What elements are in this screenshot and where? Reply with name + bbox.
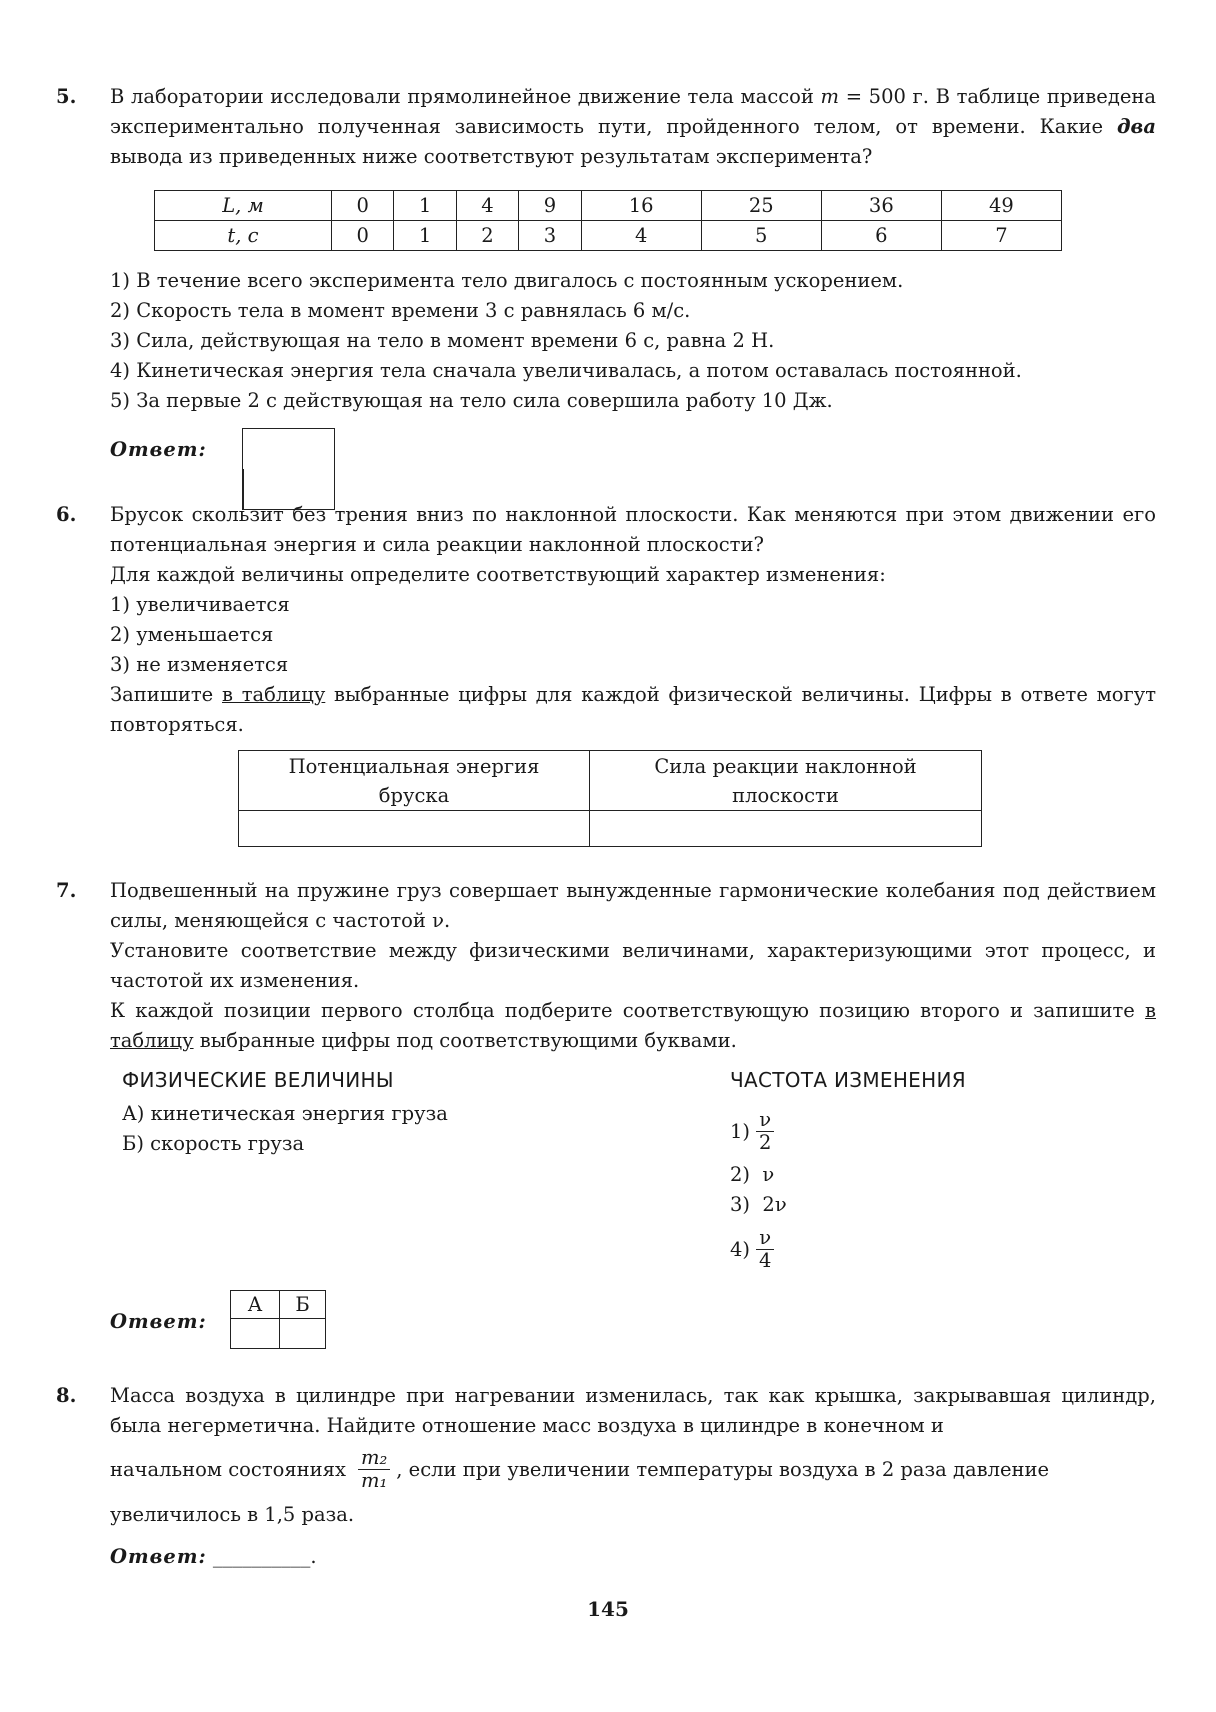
question-text: Подвешенный на пружине груз совершает вынужденные гармонические колебания под действием силы, меняющейся с частотой ν. <box>110 879 1156 932</box>
question-text: Масса воздуха в цилиндре при нагревании изменилась, так как крышка, закрывавшая цилиндр, была негерметична. Найдите отношение масс воздуха в цилиндре в конечном и <box>110 1384 1156 1437</box>
answer-label: Ответ: <box>110 1545 207 1568</box>
question-number: 7. <box>56 879 77 902</box>
question-7 <box>56 876 1156 1056</box>
question-text-line2: начальном состояниях $\frac{\text{m₂}}{\text{m₁}}$ , если при увеличении температуры воздуха в 2 раза давление <box>110 1446 1050 1492</box>
answer-cell-b[interactable] <box>280 1319 326 1349</box>
right-item-4: 4) $\frac{\nu}{4}$ <box>730 1220 787 1278</box>
question-6 <box>56 500 1156 740</box>
write-instruction: Запишите в таблицу выбранные цифры для каждой физической величины. Цифры в ответе могут повторяться. <box>110 683 1157 736</box>
option-item: 4) Кинетическая энергия тела сначала увеличивалась, а потом оставалась постоянной. <box>110 359 1022 382</box>
question-number: 5. <box>56 85 77 108</box>
question-text: Брусок скользит без трения вниз по наклонной плоскости. Как меняются при этом движении его потенциальная энергия и сила реакции наклонной плоскости? <box>110 503 1156 556</box>
data-table <box>154 190 1062 251</box>
table-cell: 1 <box>394 221 456 251</box>
answer-blank[interactable]: __________. <box>212 1545 317 1568</box>
column-a: А <box>231 1291 280 1319</box>
answer-cell-a[interactable] <box>231 1319 280 1349</box>
column-header-reaction-force: Сила реакции наклонной плоскости <box>590 751 982 811</box>
mass-ratio-fraction: $\frac{\text{m₂}}{\text{m₁}}$ <box>358 1447 390 1492</box>
table-cell: 7 <box>941 221 1061 251</box>
option-item: 5) За первые 2 с действующая на тело сила совершила работу 10 Дж. <box>110 389 833 412</box>
answer-cell-2[interactable] <box>590 811 982 847</box>
table-cell: 36 <box>821 191 941 221</box>
table-cell: 4 <box>581 221 701 251</box>
question-text: В лаборатории исследовали прямолинейное движение тела массой m = 500 г. В таблице приведена экспериментально полученная зависимость пути, пройденного телом, от времени. Какие два вывода из приведенных ниже соответствуют результатам эксперимента? <box>110 85 1156 168</box>
question-text-line3: увеличилось в 1,5 раза. <box>110 1503 355 1526</box>
answer-line-8 <box>110 1542 1156 1572</box>
emphasis-two: два <box>1117 115 1156 138</box>
option-item: 3) Сила, действующая на тело в момент времени 6 с, равна 2 Н. <box>110 329 775 352</box>
option-item: 3) не изменяется <box>110 653 289 676</box>
question-8 <box>56 1381 1156 1572</box>
right-column-items <box>730 1102 787 1278</box>
question-5-options <box>56 266 1156 416</box>
answer-box[interactable] <box>242 428 335 510</box>
row-header-t: t, с <box>155 221 332 251</box>
question-5 <box>56 82 1156 172</box>
option-item: 2) Скорость тела в момент времени 3 с равнялась 6 м/с. <box>110 299 691 322</box>
option-item: 1) увеличивается <box>110 593 290 616</box>
fraction: $\frac{\nu}{4}$ <box>756 1227 774 1272</box>
left-column-header: ФИЗИЧЕСКИЕ ВЕЛИЧИНЫ <box>122 1068 394 1092</box>
answer-label: Ответ: <box>110 1310 207 1333</box>
instruction-text: Для каждой величины определите соответствующий характер изменения: <box>110 563 886 586</box>
table-cell: 25 <box>701 191 821 221</box>
table-cell: 49 <box>941 191 1061 221</box>
mass-variable: m <box>820 85 840 108</box>
right-item-2: 2) ν <box>730 1163 775 1186</box>
right-column-header: ЧАСТОТА ИЗМЕНЕНИЯ <box>730 1068 966 1092</box>
table-cell: 1 <box>394 191 456 221</box>
option-item: 1) В течение всего эксперимента тело двигалось с постоянным ускорением. <box>110 269 904 292</box>
table-cell: 16 <box>581 191 701 221</box>
table-cell: 2 <box>456 221 518 251</box>
page-number: 145 <box>587 1597 629 1621</box>
table-cell: 0 <box>332 221 394 251</box>
left-column-items <box>122 1099 448 1159</box>
right-item-3: 3) 2ν <box>730 1193 787 1216</box>
answer-table-7 <box>230 1290 326 1349</box>
question-number: 8. <box>56 1384 77 1407</box>
table-cell: 0 <box>332 191 394 221</box>
answer-label: Ответ: <box>110 438 207 461</box>
answer-cell-1[interactable] <box>243 429 333 469</box>
left-item-b: Б) скорость груза <box>122 1132 305 1155</box>
fraction: $\frac{\nu}{2}$ <box>756 1109 774 1154</box>
question-text-2: Установите соответствие между физическими величинами, характеризующими этот процесс, и частотой их изменения. <box>110 939 1156 992</box>
answer-table-6 <box>238 750 982 847</box>
column-b: Б <box>280 1291 326 1319</box>
table-cell: 5 <box>701 221 821 251</box>
table-cell: 9 <box>519 191 581 221</box>
answer-cell-1[interactable] <box>239 811 590 847</box>
column-header-potential-energy: Потенциальная энергия бруска <box>239 751 590 811</box>
table-cell: 6 <box>821 221 941 251</box>
table-cell: 3 <box>519 221 581 251</box>
table-cell: 4 <box>456 191 518 221</box>
left-item-a: А) кинетическая энергия груза <box>122 1102 448 1125</box>
question-number: 6. <box>56 503 77 526</box>
row-header-L: L, м <box>155 191 332 221</box>
question-text-3: К каждой позиции первого столбца подберите соответствующую позицию второго и запишите в таблицу выбранные цифры под соответствующими буквами. <box>110 999 1156 1052</box>
right-item-1: 1) $\frac{\nu}{2}$ <box>730 1102 787 1160</box>
option-item: 2) уменьшается <box>110 623 274 646</box>
